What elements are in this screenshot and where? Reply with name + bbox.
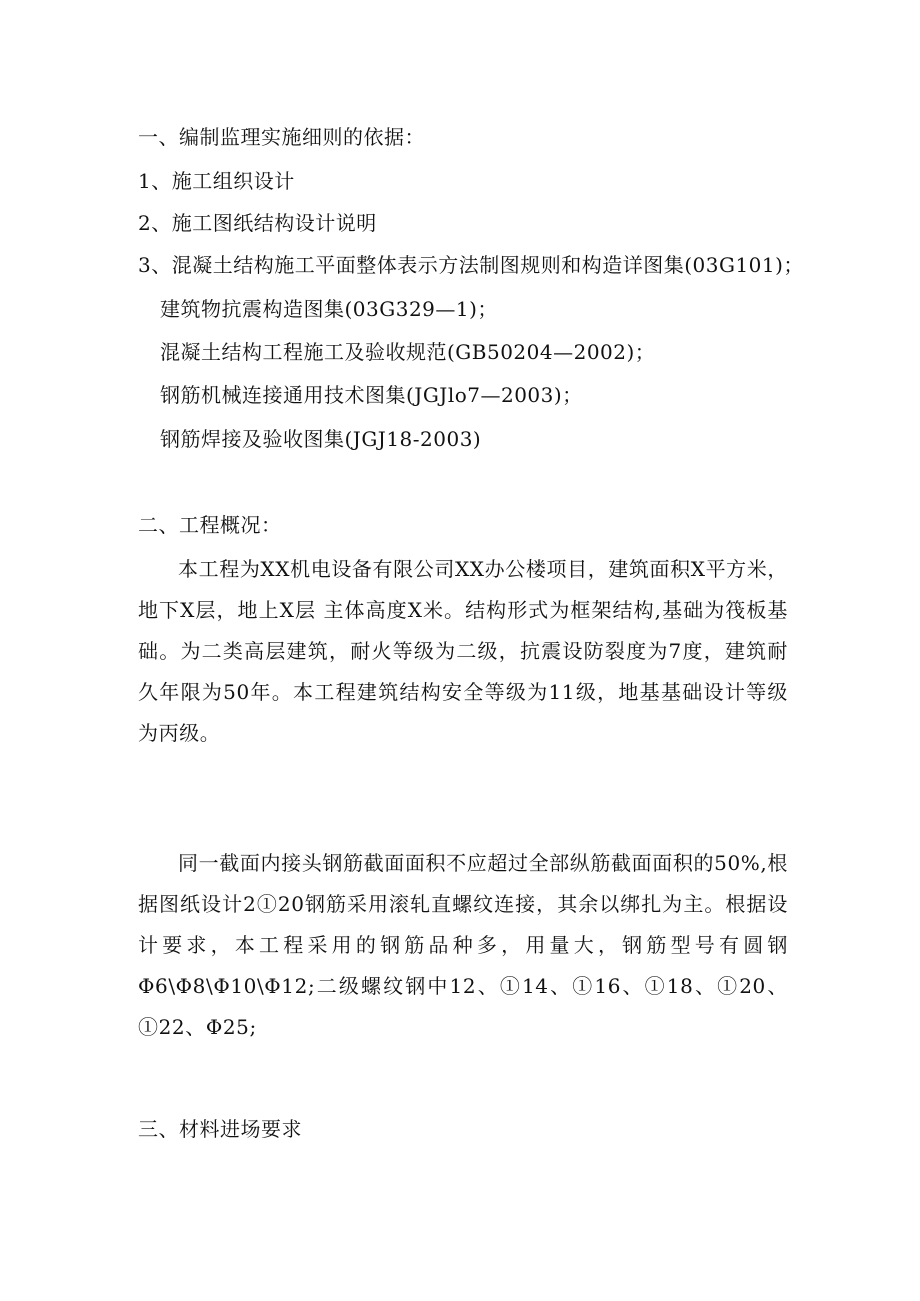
basis-item-1: 1、施工组织设计 <box>138 169 295 193</box>
section-2-heading: 二、工程概况： <box>138 513 282 537</box>
section-1-heading: 一、编制监理实施细则的依据： <box>138 125 425 149</box>
basis-sub-item-4: 钢筋焊接及验收图集(JGJ18-2003) <box>160 427 482 451</box>
basis-sub-item-1: 建筑物抗震构造图集(03G329—1)； <box>160 297 498 321</box>
section-3-heading: 三、材料进场要求 <box>138 1117 302 1141</box>
basis-sub-item-3: 钢筋机械连接通用技术图集(JGJlo7—2003)； <box>160 383 583 407</box>
basis-item-2: 2、施工图纸结构设计说明 <box>138 211 377 235</box>
basis-sub-item-2: 混凝土结构工程施工及验收规范(GB50204—2002)； <box>160 340 656 364</box>
basis-item-3: 3、混凝土结构施工平面整体表示方法制图规则和构造详图集(03G101)； <box>138 253 804 277</box>
project-overview-paragraph: 本工程为XX机电设备有限公司XX办公楼项目，建筑面积X平方米，地下X层，地上X层 主体高度X米。结构形式为框架结构,基础为筏板基础。为二类高层建筑，耐火等级为二级，抗震设防裂度为7度，建筑耐久年限为50年。本工程建筑结构安全等级为11级，地基基础设计等级为丙级。 <box>138 557 788 745</box>
rebar-connection-paragraph: 同一截面内接头钢筋截面面积不应超过全部纵筋截面面积的50%,根据图纸设计2①20钢筋采用滚轧直螺纹连接，其余以绑扎为主。根据设计要求，本工程采用的钢筋品种多，用量大，钢筋型号有圆钢Φ6\Φ8\Φ10\Φ12;二级螺纹钢中12、①14、①16、①18、①20、①22、Φ25; <box>138 851 788 1039</box>
